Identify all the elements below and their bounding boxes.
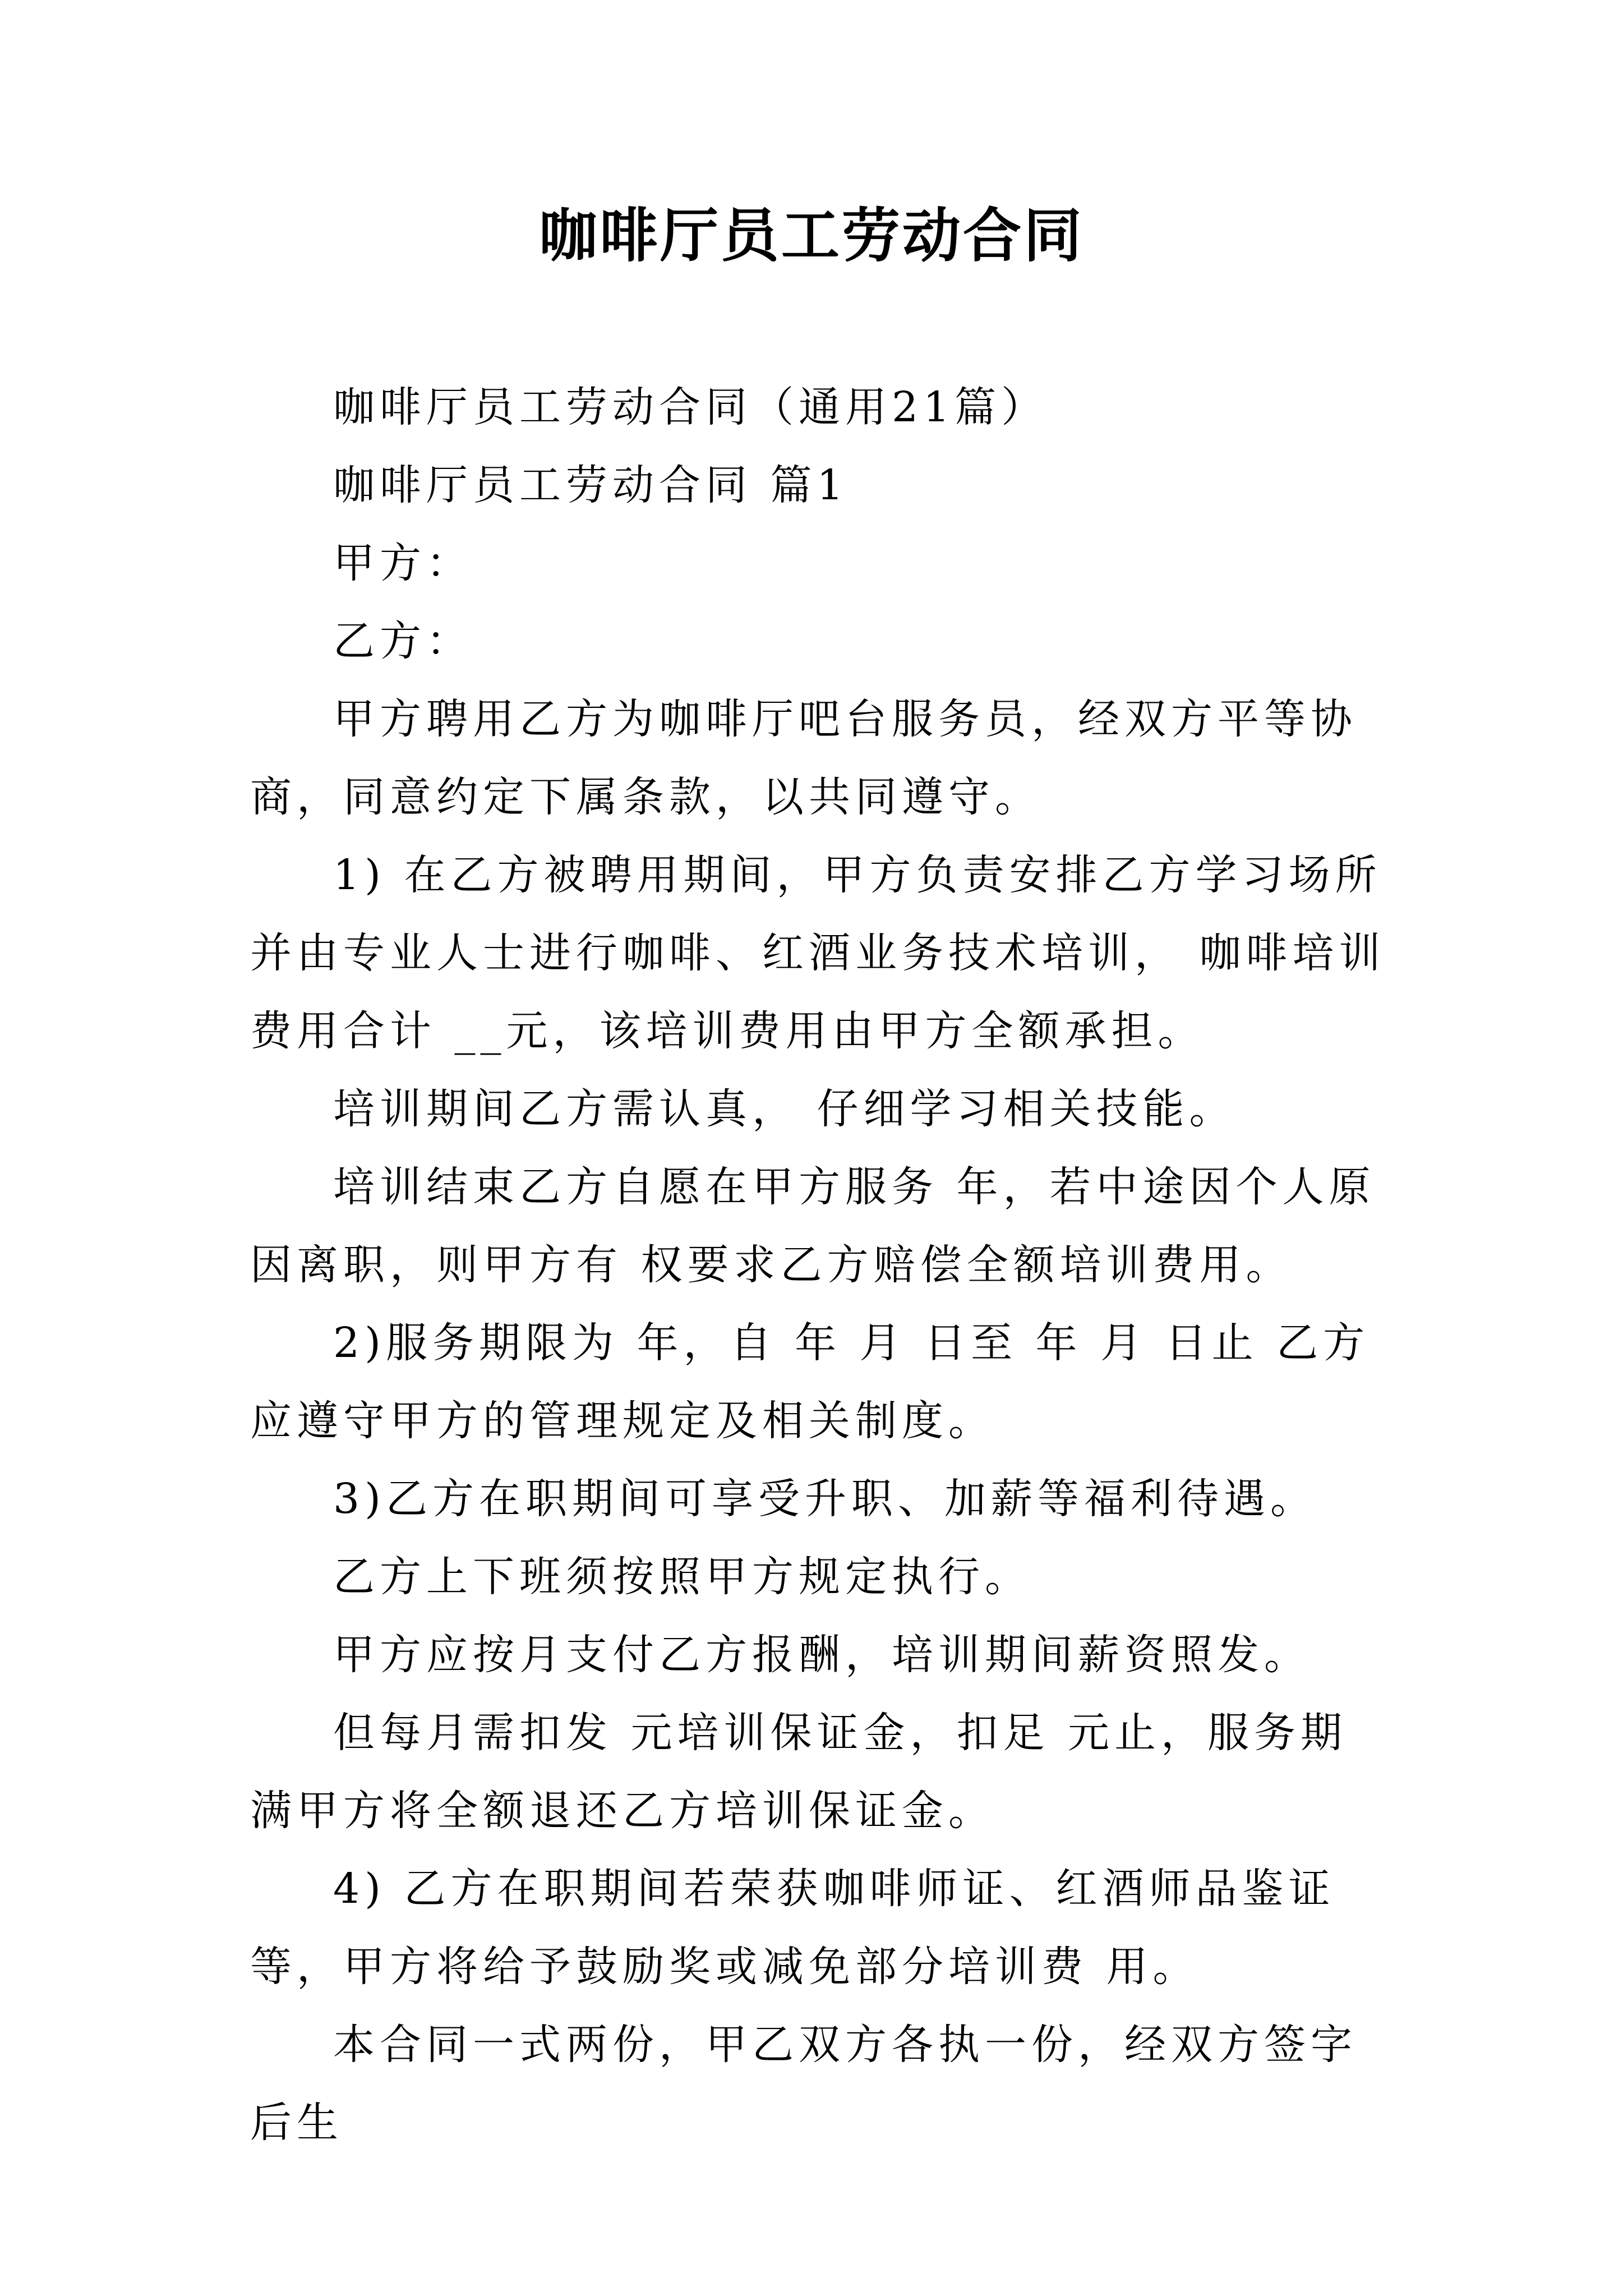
paragraph: 1) 在乙方被聘用期间，甲方负责安排乙方学习场所并由专业人士进行咖啡、红酒业务技术培训， 咖啡培训费用合计 __元，该培训费用由甲方全额承担。 (250, 851, 1386, 1055)
paragraph: 2)服务期限为 年，自 年 月 日至 年 月 日止 乙方应遵守甲方的管理规定及相关制度。 (250, 1319, 1370, 1445)
document-title: 咖啡厅员工劳动合同 (538, 201, 1084, 270)
paragraph: 甲方聘用乙方为咖啡厅吧台服务员，经双方平等协商，同意约定下属条款，以共同遵守。 (250, 695, 1357, 821)
paragraph: 4) 乙方在职期间若荣获咖啡师证、红酒师品鉴证等，甲方将给予鼓励奖或减免部分培训费 用。 (250, 1865, 1335, 1991)
paragraph-subtitle: 咖啡厅员工劳动合同（通用21篇） (333, 383, 1048, 431)
paragraph-party-b: 乙方： (333, 617, 473, 665)
paragraph-section-heading: 咖啡厅员工劳动合同 篇1 (333, 461, 849, 509)
paragraph: 培训结束乙方自愿在甲方服务 年，若中途因个人原因离职，则甲方有 权要求乙方赔偿全额培训费用。 (250, 1163, 1376, 1289)
paragraph-party-a: 甲方： (333, 539, 473, 587)
paragraph: 乙方上下班须按照甲方规定执行。 (333, 1553, 1031, 1601)
paragraph: 培训期间乙方需认真， 仔细学习相关技能。 (333, 1085, 1236, 1133)
document-body (250, 369, 1389, 2162)
paragraph: 但每月需扣发 元培训保证金，扣足 元止，服务期满甲方将全额退还乙方培训保证金。 (250, 1709, 1348, 1835)
paragraph: 3)乙方在职期间可享受升职、加薪等福利待遇。 (333, 1475, 1317, 1523)
paragraph: 甲方应按月支付乙方报酬，培训期间薪资照发。 (333, 1631, 1311, 1679)
paragraph: 本合同一式两份，甲乙双方各执一份，经双方签字后生 (250, 2021, 1357, 2147)
